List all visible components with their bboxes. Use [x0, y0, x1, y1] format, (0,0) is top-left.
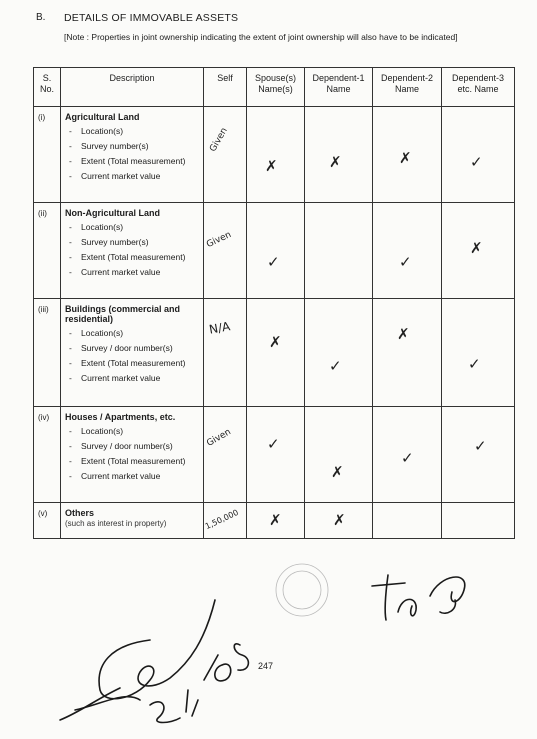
handwritten-mark: ✗: [470, 239, 483, 257]
header-description: Description: [61, 68, 204, 107]
header-dependent-2: Dependent-2 Name: [373, 68, 442, 107]
header-sno: S. No.: [34, 68, 61, 107]
handwritten-mark: ✓: [470, 153, 483, 171]
handwritten-mark: ✓: [468, 355, 481, 373]
list-item: - Extent (Total measurement): [65, 156, 199, 167]
list-item: - Location(s): [65, 126, 199, 137]
list-item: - Survey number(s): [65, 141, 199, 152]
section-note: [Note : Properties in joint ownership indicating the extent of joint ownership will also have to be indicated]: [64, 32, 458, 42]
row-category: Others: [65, 508, 95, 518]
page-number: 247: [258, 661, 274, 671]
list-item: - Location(s): [65, 222, 199, 233]
handwritten-mark: ✓: [399, 253, 412, 271]
row-category: Agricultural Land: [65, 112, 140, 122]
handwritten-mark: ✓: [474, 437, 487, 455]
handwritten-mark: ✗: [331, 463, 344, 481]
list-item: - Location(s): [65, 328, 199, 339]
handwritten-mark: ✗: [399, 149, 412, 167]
row-sno: (ii): [34, 203, 61, 299]
list-item: - Location(s): [65, 426, 199, 437]
handwritten-self-entry: Given: [205, 229, 233, 251]
header-spouse: Spouse(s) Name(s): [247, 68, 305, 107]
header-dependent-3: Dependent-3 etc. Name: [442, 68, 515, 107]
row-subtext: (such as interest in property): [65, 519, 167, 528]
list-item: - Extent (Total measurement): [65, 252, 199, 263]
section-title: DETAILS OF IMMOVABLE ASSETS: [64, 12, 239, 24]
handwritten-self-entry: Given: [208, 126, 230, 154]
handwritten-mark: ✗: [329, 153, 342, 171]
handwritten-mark: ✓: [267, 253, 280, 271]
row-sno: (i): [34, 107, 61, 203]
list-item: - Current market value: [65, 471, 199, 482]
handwritten-self-entry: 1,50,000: [203, 507, 240, 532]
list-item: - Survey / door number(s): [65, 343, 199, 354]
row-sno: (v): [34, 503, 61, 539]
list-item: - Extent (Total measurement): [65, 456, 199, 467]
handwritten-mark: ✗: [333, 511, 346, 529]
row-sno: (iv): [34, 407, 61, 503]
header-self: Self: [204, 68, 247, 107]
list-item: - Survey number(s): [65, 237, 199, 248]
row-category: Buildings (commercial and residential): [65, 304, 181, 324]
handwritten-self-entry: N/A: [207, 319, 232, 337]
handwritten-self-entry: Given: [205, 427, 233, 449]
list-item: - Current market value: [65, 267, 199, 278]
handwritten-mark: ✗: [269, 511, 282, 529]
list-item: - Survey / door number(s): [65, 441, 199, 452]
handwritten-mark: ✗: [265, 157, 278, 175]
list-item: - Current market value: [65, 171, 199, 182]
row-sno: (iii): [34, 299, 61, 407]
handwritten-mark: ✓: [401, 449, 414, 467]
list-item: - Extent (Total measurement): [65, 358, 199, 369]
list-item: - Current market value: [65, 373, 199, 384]
handwritten-mark: ✓: [267, 435, 280, 453]
section-letter: B.: [36, 12, 46, 23]
handwritten-mark: ✓: [329, 357, 342, 375]
row-category: Non-Agricultural Land: [65, 208, 160, 218]
header-dependent-1: Dependent-1 Name: [305, 68, 373, 107]
row-category: Houses / Apartments, etc.: [65, 412, 176, 422]
handwritten-mark: ✗: [397, 325, 410, 343]
handwritten-mark: ✗: [269, 333, 282, 351]
